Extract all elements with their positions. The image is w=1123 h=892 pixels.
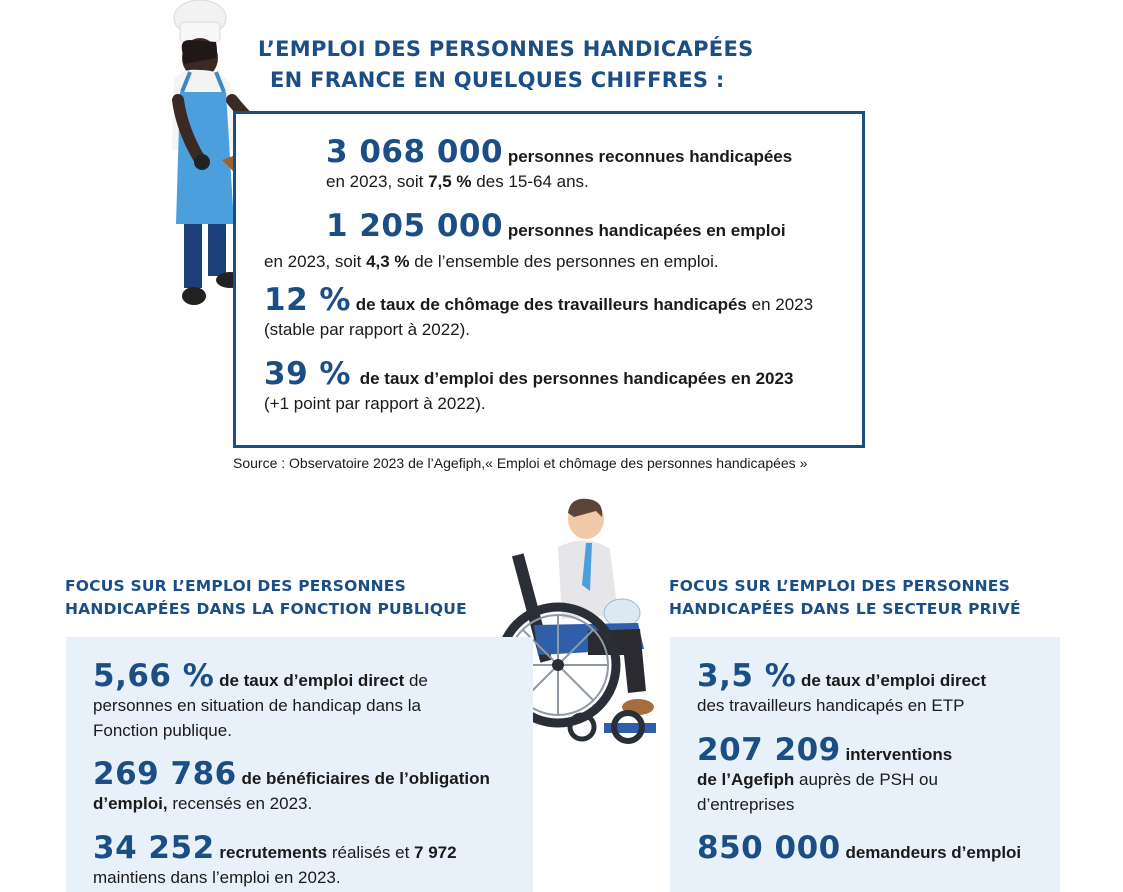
stat-employed-detail: en 2023, soit 4,3 % de l’ensemble des personnes en emploi.	[264, 252, 719, 271]
private-sector-title: FOCUS SUR L’EMPLOI DES PERSONNES HANDICAPÉES DANS LE SECTEUR PRIVÉ	[669, 577, 1021, 618]
stat-recognized-value: 3 068 000	[326, 134, 504, 170]
private-stat-interventions: 207 209 interventions de l’Agefiph auprès de PSH ou d’entreprises	[697, 732, 953, 814]
source-note: Source : Observatoire 2023 de l’Agefiph,« Emploi et chômage des personnes handicapées »	[233, 455, 808, 471]
stat-employment-rate: 39 % de taux d’emploi des personnes handicapées en 2023 (+1 point par rapport à 2022).	[264, 356, 794, 413]
stat-unemployment: 12 % de taux de chômage des travailleurs handicapés en 2023 (stable par rapport à 2022).	[264, 282, 814, 339]
private-stat-employment-rate: 3,5 % de taux d’emploi direct des travailleurs handicapés en ETP	[697, 658, 987, 715]
page-title-line2: EN FRANCE EN QUELQUES CHIFFRES :	[270, 68, 725, 92]
stat-unemployment-value: 12 %	[264, 282, 351, 318]
stat-recognized: 3 068 000 personnes reconnues handicapées en 2023, soit 7,5 % des 15-64 ans.	[326, 134, 793, 191]
private-stat-jobseekers-value: 850 000	[697, 830, 841, 866]
public-stat-recruitments: 34 252 recrutements réalisés et 7 972 maintiens dans l’emploi en 2023.	[93, 830, 457, 887]
private-stat-interventions-value: 207 209	[697, 732, 841, 768]
public-stat-beneficiaries-value: 269 786	[93, 756, 237, 792]
public-stat-beneficiaries: 269 786 de bénéficiaires de l’obligation d’emploi, recensés en 2023.	[93, 756, 490, 813]
private-stat-employment-rate-value: 3,5 %	[697, 658, 797, 694]
page-title	[258, 34, 754, 96]
public-stat-employment-rate-value: 5,66 %	[93, 658, 215, 694]
stat-employed: 1 205 000 personnes handicapées en emploi	[326, 208, 786, 244]
private-stat-jobseekers: 850 000 demandeurs d’emploi	[697, 830, 1022, 866]
public-stat-recruitments-value: 34 252	[93, 830, 215, 866]
stat-employed-value: 1 205 000	[326, 208, 504, 244]
public-stat-employment-rate: 5,66 % de taux d’emploi direct de personnes en situation de handicap dans la Fonction publique.	[93, 658, 428, 740]
public-sector-title: FOCUS SUR L’EMPLOI DES PERSONNES HANDICAPÉES DANS LA FONCTION PUBLIQUE	[65, 577, 467, 618]
stat-employment-rate-value: 39 %	[264, 356, 351, 392]
page-title-line1: L’EMPLOI DES PERSONNES HANDICAPÉES	[258, 37, 754, 61]
